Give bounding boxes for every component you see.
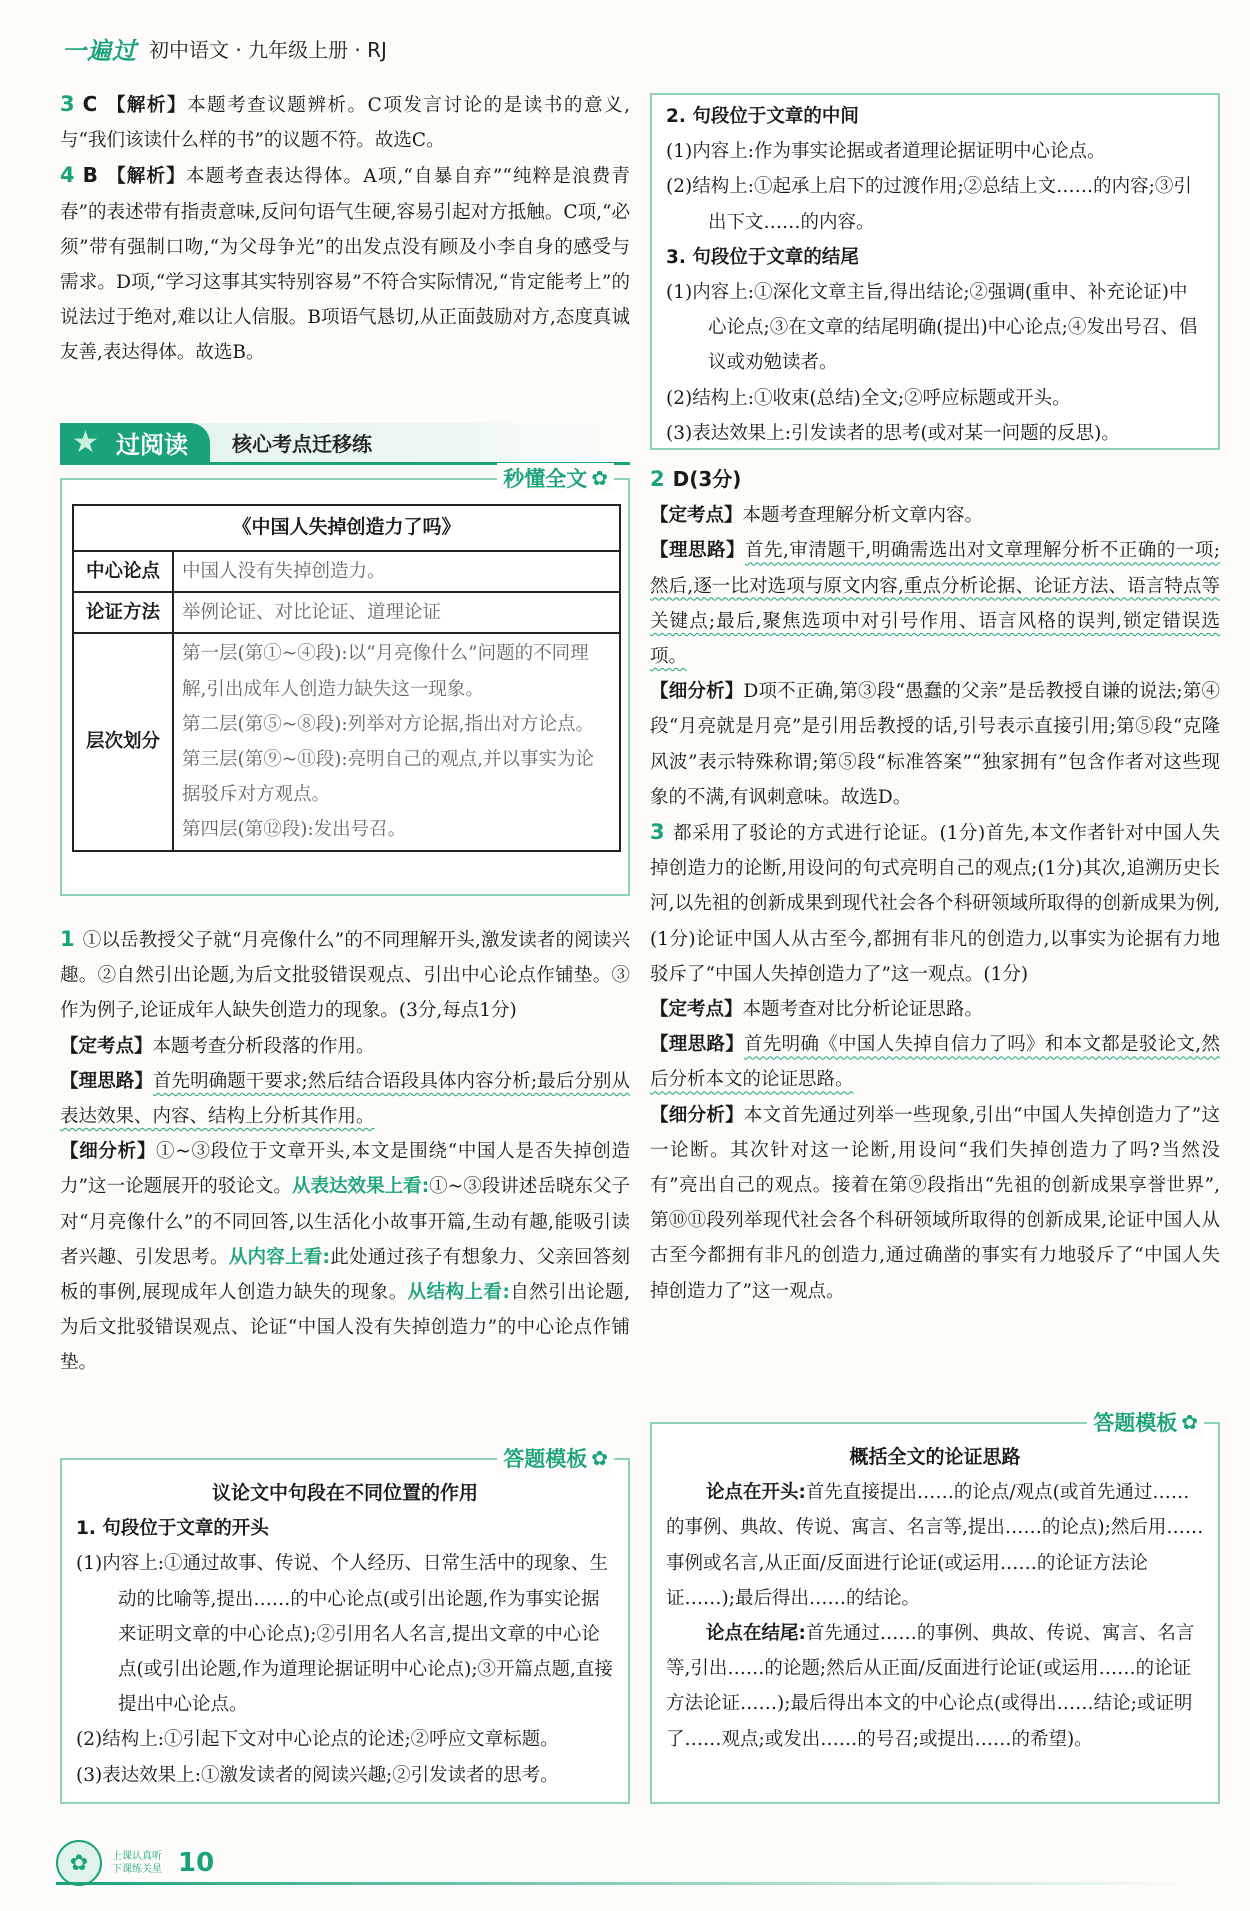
key-point-tag: 【定考点】 [650,999,743,1021]
star-icon: ✿ [591,466,608,490]
template-heading: 论点在结尾: [706,1623,806,1645]
answer-letter: D(3分) [672,467,742,491]
key-point-tag: 【定考点】 [60,1035,153,1057]
thinking-text: 首先明确题干要求;然后结合语段具体内容分析;最后分别从表达效果、内容、结构上分析其作用。 [60,1070,630,1128]
table-row [73,633,620,850]
analysis-text: 此处通过孩子有想象力、父亲回答刻板的事例,展现成年人创造力缺失的现象。 [60,1246,630,1304]
footer-slogan [112,1850,162,1876]
layer-item: 第三层(第⑨~⑪段):亮明自己的观点,并以事实为论据驳斥对方观点。 [182,749,595,806]
answer-template-box [60,1446,630,1804]
star-icon: ✿ [591,1446,608,1470]
answer-letter: C [82,92,98,116]
thinking-tag: 【理思路】 [650,540,745,562]
mascot-icon: ✿ [56,1840,102,1886]
box-label-text: 答题模板 [503,1447,588,1471]
template-item: (2)结构上:①收束(总结)全文;②呼应标题或开头。 [666,387,1071,409]
row-label: 中心论点 [73,551,173,592]
box-label [497,463,614,493]
row-label: 层次划分 [73,633,173,850]
analysis-tag: 【细分析】 [650,681,744,703]
analysis-text: 本题考查议题辨析。C项发言讨论的是读书的意义,与“我们该读什么样的书”的议题不符。故选C。 [60,95,630,152]
box-label-text: 秒懂全文 [503,467,588,491]
thinking-tag: 【理思路】 [650,1034,745,1056]
template-text: 首先通过……的事例、典故、传说、寓言、名言等,引出……的论题;然后从正面/反面进行论证(或运用……的论证方法论证……);最后得出本文的中心论点(或得出……结论;或证明了……观点;或发出……的号召;或提出……的希望)。 [666,1623,1195,1750]
analysis-text: ①~③段位于文章开头,本文是围绕“中国人是否失掉创造力”这一论题展开的驳论文。 [60,1141,630,1198]
book-title: 初中语文 · 九年级上册 · RJ [149,37,387,62]
key-point [650,992,1220,1027]
question-number: 3 [60,92,75,116]
detailed-analysis [60,1134,630,1380]
summary-table [72,504,621,852]
layer-item: 第四层(第⑫段):发出号召。 [182,819,407,841]
analysis-tag: 【细分析】 [60,1141,157,1163]
left-column-top [60,87,630,371]
key-point-text: 本题考查对比分析论证思路。 [742,999,984,1021]
answer-text: 都采用了驳论的方式进行论证。(1分)首先,本文作者针对中国人失掉创造力的论断,用设问的句式亮明自己的观点;(1分)其次,追溯历史长河,以先祖的创新成果到现代社会各个科研领域所取得的创新成果为例,(1分)论证中国人从古至今,都拥有非凡的创造力,以事实为论据有力地驳斥了“中国人失掉创造力了”这一观点。(1分) [650,823,1220,985]
page-footer [56,1840,214,1886]
key-point-text: 本题考查理解分析文章内容。 [742,505,984,527]
key-point-text: 本题考查分析段落的作用。 [152,1035,375,1057]
template-item [666,1475,1204,1616]
table-row [73,551,620,592]
answer-q3 [60,87,630,158]
summary-box [60,466,630,896]
table-row [73,592,620,633]
thinking-path [60,1064,630,1134]
analysis-text: D项不正确,第③段“愚蠢的父亲”是岳教授自谦的说法;第④段“月亮就是月亮”是引用岳教授的话,引号表示直接引用;第⑤段“克隆风波”表示特殊称谓;第⑤段“标准答案”“独家拥有”包含作者对这些现象的不满,有讽刺意味。故选D。 [650,681,1220,808]
layers-cell [173,633,620,850]
template-content [76,1476,614,1793]
template-title: 议论文中句段在不同位置的作用 [211,1482,478,1504]
analysis-tag: 【解析】 [105,166,186,188]
template-item: (1)内容上:作为事实论据或者道理论据证明中心论点。 [666,141,1106,163]
article-title: 《中国人失掉创造力了吗》 [73,505,620,551]
thinking-path [650,533,1220,674]
template-heading: 3. 句段位于文章的结尾 [666,246,859,268]
thinking-tag: 【理思路】 [60,1070,153,1092]
template-title: 概括全文的论证思路 [849,1446,1021,1468]
answer-template-box [650,1410,1220,1804]
analysis-text: 本文首先通过列举一些现象,引出“中国人失掉创造力了”这一论断。其次针对这一论断,用设问“我们失掉创造力了吗?当然没有”亮出自己的观点。接着在第⑨段指出“先祖的创新成果享誉世界”,第⑩⑪段列举现代社会各个科研领域所取得的创新成果,论证中国人从古至今都拥有非凡的创造力,通过确凿的事实有力地驳斥了“中国人失掉创造力了”这一观点。 [650,1104,1220,1302]
template-heading: 1. 句段位于文章的开头 [76,1518,269,1540]
layer-item: 第一层(第①~④段):以“月亮像什么”问题的不同理解,引出成年人创造力缺失这一现象。 [182,643,589,700]
question-number: 1 [60,927,75,951]
template-item [666,1616,1204,1757]
analysis-highlight: 从内容上看: [228,1246,330,1268]
star-icon: ✿ [1181,1410,1198,1434]
template-item: (1)内容上:①通过故事、传说、个人经历、日常生活中的现象、生动的比喻等,提出……的中心论点(或引出论题,作为事实论据来证明文章的中心论点);②引用名人名言,提出文章的中心论点(或引出论题,作为道理论据证明中心论点);③开篇点题,直接提出中心论点。 [76,1553,613,1716]
row-value: 中国人没有失掉创造力。 [173,551,620,592]
key-point-tag: 【定考点】 [650,505,743,527]
footer-divider [56,1882,1196,1885]
layer-item: 第二层(第⑤~⑧段):列举对方论据,指出对方论点。 [182,713,595,735]
section-banner-subtitle: 核心考点迁移练 [232,432,372,456]
box-label [497,1443,614,1473]
answer-q2 [650,462,1220,498]
page-header [62,28,387,68]
question-number: 4 [60,163,75,188]
thinking-text: 首先明确《中国人失掉自信力了吗》和本文都是驳论文,然后分析本文的论证思路。 [650,1034,1220,1091]
template-heading: 2. 句段位于文章的中间 [666,106,859,127]
key-point [650,498,1220,533]
answer-q3-right [650,815,1220,992]
section-banner [60,423,630,465]
key-point [60,1029,630,1064]
template-item: (3)表达效果上:引发读者的思考(或对某一问题的反思)。 [666,422,1120,444]
template-item: (3)表达效果上:①激发读者的阅读兴趣;②引发读者的思考。 [76,1764,559,1786]
box-label-text: 答题模板 [1093,1411,1178,1435]
template-content [666,1440,1204,1757]
thinking-text: 首先,审清题干,明确需选出对文章理解分析不正确的一项;然后,逐一比对选项与原文内容,重点分析论据、论证方法、语言特点等关键点;最后,聚焦选项中对引号作用、语言风格的误判,锁定错误选项。 [650,540,1220,668]
template-item: (2)结构上:①引起下文对中心论点的论述;②呼应文章标题。 [76,1729,559,1751]
answer-q1 [60,922,630,1029]
row-label: 论证方法 [73,592,173,633]
answer-q4 [60,158,630,370]
section-banner-title: ★ 过阅读 [60,423,210,463]
template-item: (2)结构上:①起承上启下的过渡作用;②总结上文……的内容;③引出下文……的内容。 [666,176,1192,233]
question-number: 3 [650,820,665,845]
answer-q1-block [60,922,630,1381]
detailed-analysis [650,674,1220,815]
analysis-highlight: 从结构上看: [407,1282,510,1304]
slogan-line: 下课练关星 [112,1864,162,1875]
analysis-tag: 【解析】 [105,95,188,116]
row-value: 举例论证、对比论证、道理论证 [173,592,620,633]
template-content [666,99,1204,451]
box-label [1087,1407,1204,1437]
question-number: 2 [650,467,665,491]
analysis-text: 自然引出论题,为后文批驳错误观点、论证“中国人没有失掉创造力”的中心论点作铺垫。 [60,1282,630,1374]
analysis-text: 本题考查表达得体。A项,“自暴自弃”“纯粹是浪费青春”的表述带有指责意味,反问句语气生硬,容易引起对方抵触。C项,“必须”带有强制口吻,“为父母争光”的出发点没有顾及小李自身的感受与需求。D项,“学习这事其实特别容易”不符合实际情况,“肯定能考上”的说法过于绝对,难以让人信服。B项语气恳切,从正面鼓励对方,态度真诚友善,表达得体。故选B。 [60,166,630,364]
page-number: 10 [178,1848,215,1878]
answer-letter: B [82,163,98,188]
detailed-analysis [650,1098,1220,1309]
analysis-highlight: 从表达效果上看: [291,1176,430,1198]
template-heading: 论点在开头: [706,1482,806,1504]
template-text: 首先直接提出……的论点/观点(或首先通过……的事例、典故、传说、寓言、名言等,提出……的论点);然后用……事例或名言,从正面/反面进行论证(或运用……的论证方法论证……);最后得出……的结论。 [666,1482,1204,1609]
analysis-text: ①~③段讲述岳晓东父子对“月亮像什么”的不同回答,以生活化小故事开篇,生动有趣,能吸引读者兴趣、引发思考。 [60,1176,630,1268]
template-item: (1)内容上:①深化文章主旨,得出结论;②强调(重申、补充论证)中心论点;③在文章的结尾明确(提出)中心论点;④发出号召、倡议或劝勉读者。 [666,282,1198,374]
answer-template-continued [650,93,1220,450]
thinking-path [650,1027,1220,1097]
right-column-answers [650,462,1220,1309]
analysis-tag: 【细分析】 [650,1104,744,1126]
brand-logo: 一遍过 [62,36,137,65]
slogan-line: 上课认真听 [112,1851,162,1862]
answer-text: ①以岳教授父子就“月亮像什么”的不同理解开头,激发读者的阅读兴趣。②自然引出论题,为后文批驳错误观点、引出中心论点作铺垫。③作为例子,论证成年人缺失创造力的现象。(3分,每点1分) [60,930,630,1022]
